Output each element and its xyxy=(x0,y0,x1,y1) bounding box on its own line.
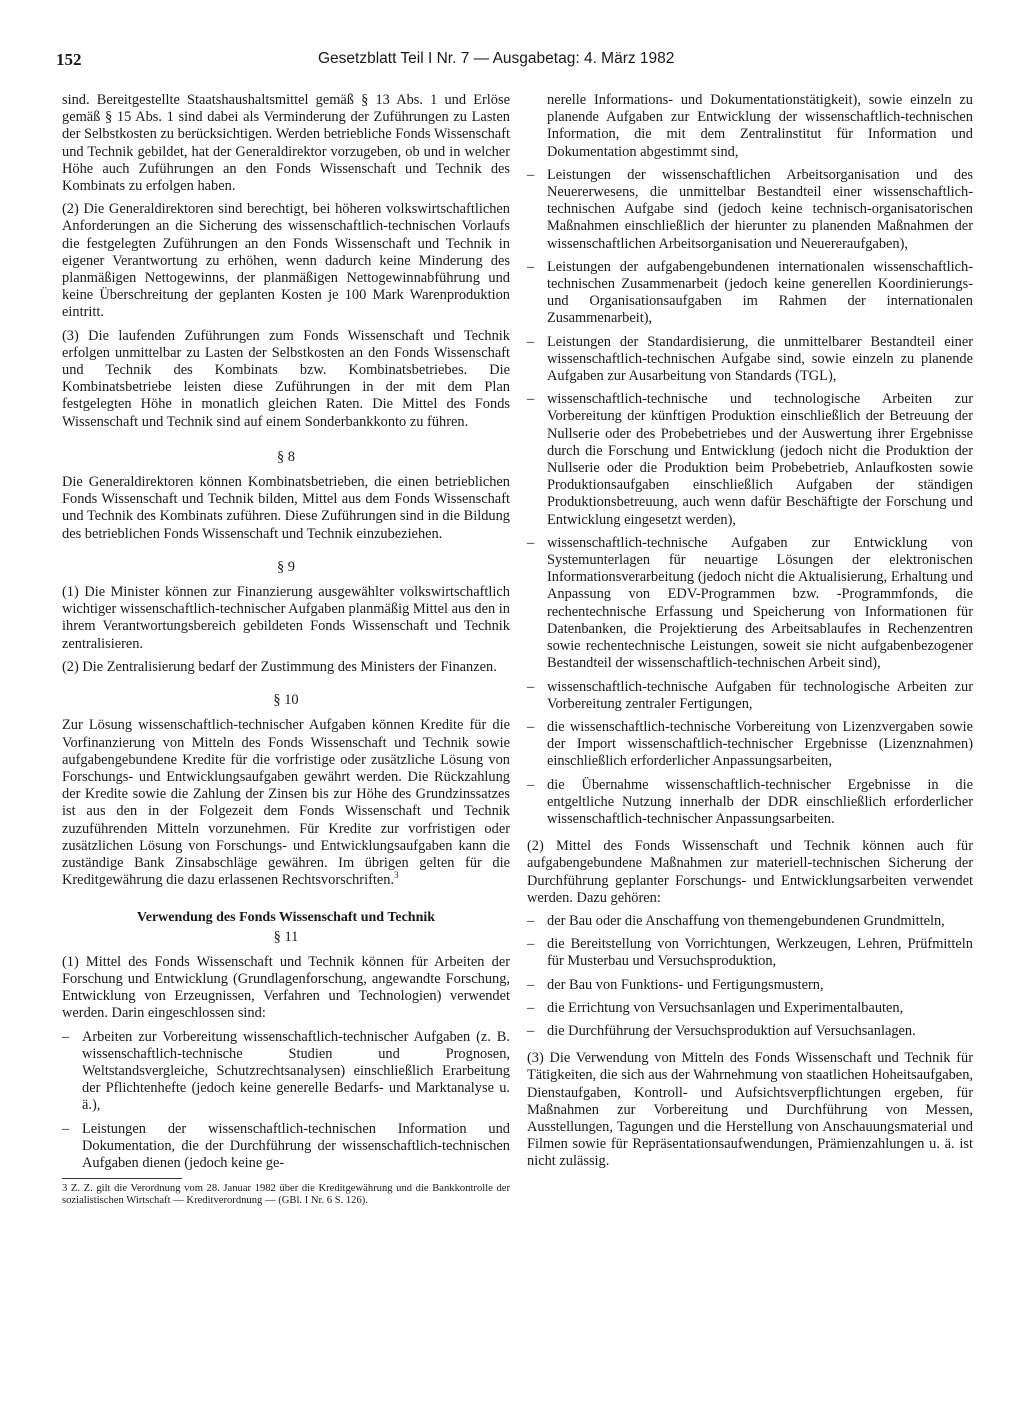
list-item: – die Errichtung von Versuchsanlagen und Experimentalbauten, xyxy=(527,1000,973,1017)
paragraph-7-2: (2) Die Generaldirektoren sind berechtigt, bei höheren volkswirtschaftlichen Anforderungen an die Sicherung des wissenschaftlich-technischen Vorlaufs die festgelegten Zuführungen an den Fonds Wissenschaft und Technik in eigener Verantwortung zu erhöhen, wenn dadurch keine Minderung des planmäßigen Nettogewinns, der planmäßigen Nettogewinnabführung und keine Überschreitung der geplanten Kosten je 100 Mark Warenproduktion eintritt. xyxy=(62,201,510,321)
section-heading-8: § 8 xyxy=(277,448,295,465)
list-item: – der Bau oder die Anschaffung von themengebundenen Grundmitteln, xyxy=(527,913,973,930)
list-item: – die wissenschaftlich-technische Vorbereitung von Lizenzvergaben sowie der Import wissenschaftlich-technischer Ergebnisse (Lizenznahmen) einschließlich erforderlicher Anpassungsarbeiten, xyxy=(527,719,973,771)
list-11-2 xyxy=(527,913,973,1040)
subheading-fund-usage: Verwendung des Fonds Wissenschaft und Technik xyxy=(136,910,436,926)
section-heading-11: § 11 xyxy=(273,928,299,945)
list-item: – die Übernahme wissenschaftlich-technischer Ergebnisse in die entgeltliche Nutzung innerhalb der DDR einschließlich erforderlicher wissenschaftlich-technischer Anpassungsarbeiten. xyxy=(527,777,973,829)
list-item: – Leistungen der Standardisierung, die unmittelbarer Bestandteil einer wissenschaftlich-technischen Aufgabe sind, sowie einzeln zu planende Aufgaben zur Ausarbeitung von Standards (TGL), xyxy=(527,334,973,386)
list-item: – der Bau von Funktions- und Fertigungsmustern, xyxy=(527,977,973,994)
footnote-3: 3 Z. Z. gilt die Verordnung vom 28. Januar 1982 über die Kreditgewährung und die Bankkontrolle der sozialistischen Wirtschaft — Kreditverordnung — (GBl. I Nr. 6 S. 126). xyxy=(62,1183,510,1207)
paragraph-8: Die Generaldirektoren können Kombinatsbetrieben, die einen betrieblichen Fonds Wissenschaft und Technik bilden, Mittel aus dem Fonds Wissenschaft und Technik des Kombinats zuführen. Diese Zuführungen sind in die Bildung des betrieblichen Fonds Wissenschaft und Technik einzubeziehen. xyxy=(62,474,510,542)
paragraph-10 xyxy=(62,717,510,889)
list-item: – Leistungen der wissenschaftlichen Arbeitsorganisation und des Neuererwesens, die unmittelbar Bestandteil einer wissenschaftlich-technischen Aufgabe sind (jedoch keine technisch-organisatorischen Maßnahmen einschließlich der hierunter zu planenden Maßnahmen der wissenschaftlichen Arbeitsorganisation und Neuereraufgaben), xyxy=(527,167,973,253)
list-item: – die Bereitstellung von Vorrichtungen, Werkzeugen, Lehren, Prüfmitteln für Musterbau und Versuchsproduktion, xyxy=(527,936,973,970)
footnote-ref-3[interactable]: 3 xyxy=(394,870,399,881)
list-item: – wissenschaftlich-technische Aufgaben für technologische Arbeiten zur Vorbereitung zentraler Fertigungen, xyxy=(527,679,973,713)
paragraph-10-text: Zur Lösung wissenschaftlich-technischer Aufgaben können Kredite für die Vorfinanzierung von Mitteln des Fonds Wissenschaft und Technik sowie aufgabengebundene Kredite für die vorfristige oder zusätzliche Lösung von Forschungs- und Entwicklungsaufgaben gewährt werden. Die Rückzahlung der Kredite sowie die Zahlung der Zinsen bis zur Höhe des Grundzinssatzes ist aus den in der Folgezeit dem Fonds Wissenschaft und Technik zuzuführenden Mitteln vorzunehmen. Für Kredite zur vorfristigen oder zusätzlichen Lösung von Forschungs- und Entwicklungsaufgaben kann die zuständige Bank Zinsabschläge gewähren. Im übrigen gelten für die Kreditgewährung die dazu erlassenen Rechtsvorschriften. xyxy=(62,717,510,889)
page-number: 152 xyxy=(56,50,82,69)
list-item: – Arbeiten zur Vorbereitung wissenschaftlich-technischer Aufgaben (z. B. wissenschaftlich-technische Studien und Prognosen, Weltstandsvergleiche, Schutzrechtsanalysen) einschließlich Erarbeitung der Pflichtenhefte (jedoch keine generelle Bedarfs- und Marktanalyse u. ä.), xyxy=(62,1029,510,1115)
paragraph-9-1: (1) Die Minister können zur Finanzierung ausgewählter volkswirtschaftlich wichtiger wissenschaftlich-technischer Aufgaben planmäßig Mittel aus den in ihrem Verantwortungsbereich gebildeten Fonds Wissenschaft und Technik zentralisieren. xyxy=(62,584,510,652)
list-11-1 xyxy=(62,1029,510,1173)
section-heading-10: § 10 xyxy=(273,692,299,709)
paragraph-9-2: (2) Die Zentralisierung bedarf der Zustimmung des Ministers der Finanzen. xyxy=(62,658,497,675)
list-item: – die Durchführung der Versuchsproduktion auf Versuchsanlagen. xyxy=(527,1023,973,1040)
continued-list-item: nerelle Informations- und Dokumentationstätigkeit), sowie einzeln zu planende Aufgaben zur Entwicklung der wissenschaftlich-technischen Information, die mit dem Zentralinstitut für Information und Dokumentation abgestimmt sind, xyxy=(547,92,973,160)
continued-paragraph: sind. Bereitgestellte Staatshaushaltsmittel gemäß § 13 Abs. 1 und Erlöse gemäß § 15 Abs. 1 sind dabei als Verminderung der Zuführungen zu Lasten der Selbstkosten zu berücksichtigen. Werden betriebliche Fonds Wissenschaft und Technik gebildet, hat der Generaldirektor vorzugeben, ob und in welcher Höhe auch Zuführungen an den Fonds Wissenschaft und Technik des Kombinats zu erfolgen haben. xyxy=(62,92,510,195)
right-column xyxy=(527,92,973,1177)
paragraph-7-3: (3) Die laufenden Zuführungen zum Fonds Wissenschaft und Technik erfolgen unmittelbar zu Lasten der Selbstkosten an den Fonds Wissenschaft und Technik des Kombinats bzw. Kombinatsbetriebes. Die Kombinatsbetriebe leisten diese Zuführungen in der mit dem Plan festgelegten Höhe in monatlich gleichen Raten. Die Mittel des Fonds Wissenschaft und Technik sind auf einem Sonderbankkonto zu führen. xyxy=(62,327,510,430)
list-11-1-continued xyxy=(527,167,973,828)
left-column xyxy=(62,92,510,1214)
list-item: – wissenschaftlich-technische und technologische Arbeiten zur Vorbereitung der künftigen Produktion einschließlich der Betreuung der Nullserie oder des Probebetriebes und der Auswertung ihrer Ergebnisse durch die Forschung und Entwicklung (jedoch nicht die Produktion der Nullserie oder die Produktion beim Probebetrieb, Anlaufkosten sowie Produktionsaufgaben einschließlich Aufgaben der ständigen Produktionsbetreuung, auch wenn dafür Beschäftigte der Forschung und Entwicklung eingesetzt werden), xyxy=(527,391,973,529)
page-header xyxy=(56,50,976,74)
section-heading-9: § 9 xyxy=(277,558,295,575)
paragraph-11-3: (3) Die Verwendung von Mitteln des Fonds Wissenschaft und Technik für Tätigkeiten, die sich aus der Wahrnehmung von staatlichen Hoheitsaufgaben, Dienstaufgaben, Kontroll- und Aufsichtsverpflichtungen ergeben, für Maßnahmen zur Vorbereitung und Durchführung von Messen, Ausstellungen, Tagungen und die Herstellung von Anschauungsmaterial und Filmen sowie für Repräsentationsaufwendungen, Prämienzahlungen u. ä. ist nicht zulässig. xyxy=(527,1050,973,1170)
list-item: – Leistungen der wissenschaftlich-technischen Information und Dokumentation, die der Durchführung der wissenschaftlich-technischen Aufgaben dienen (jedoch keine ge- xyxy=(62,1121,510,1173)
footnote-divider xyxy=(62,1178,182,1179)
list-item: – wissenschaftlich-technische Aufgaben zur Entwicklung von Systemunterlagen für neuartige Lösungen der elektronischen Informationsverarbeitung (jedoch nicht die Aktualisierung, Erhaltung und Anpassung von EDV-Programmen bzw. -Programmfonds, die rechentechnische Erfassung und Speicherung von Informationen für Datenbanken, die Projektierung des Arbeitsablaufes in Rechenzentren sowie rechentechnische Leistungen, soweit sie nicht aufgabenbezogener Bestandteil der wissenschaftlich-technischen Arbeit sind), xyxy=(527,535,973,673)
running-head: Gesetzblatt Teil I Nr. 7 — Ausgabetag: 4. März 1982 xyxy=(318,50,675,67)
list-item: – Leistungen der aufgabengebundenen internationalen wissenschaftlich-technischen Zusammenarbeit (jedoch keine generellen Koordinierungs- und Organisationsaufgaben im Rahmen der internationalen Zusammenarbeit), xyxy=(527,259,973,328)
paragraph-11-1: (1) Mittel des Fonds Wissenschaft und Technik können für Arbeiten der Forschung und Entwicklung (Grundlagenforschung, angewandte Forschung, Entwicklung von Erzeugnissen, Verfahren und Technologien) verwendet werden. Darin eingeschlossen sind: xyxy=(62,953,510,1022)
paragraph-11-2: (2) Mittel des Fonds Wissenschaft und Technik können auch für aufgabengebundene Maßnahmen zur materiell-technischen Sicherung der Durchführung geplanter Forschungs- und Entwicklungsarbeiten verwendet werden. Dazu gehören: xyxy=(527,838,973,906)
